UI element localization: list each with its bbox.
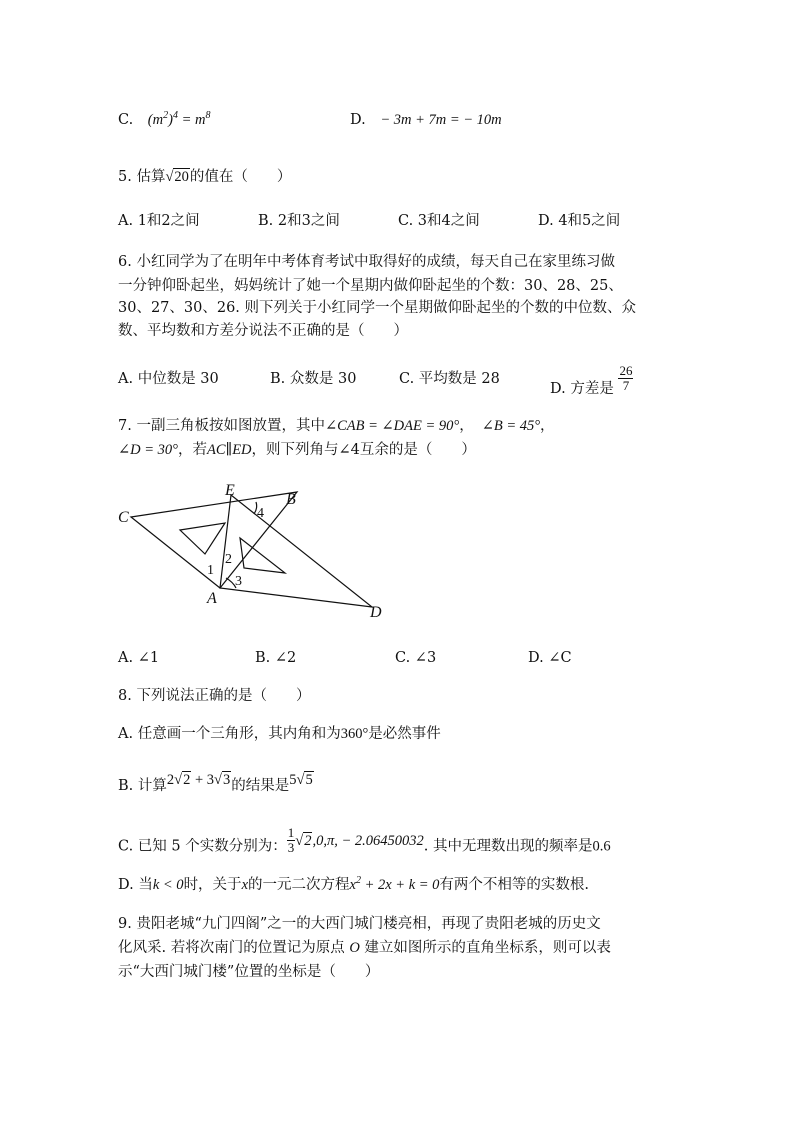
q9-origin: O <box>349 940 360 956</box>
q7-l1-c: ， <box>540 418 555 434</box>
q4-d-expr: − 3m + 7m = − 10m <box>380 112 502 128</box>
q6-line-4: 数、平均数和方差分说法不正确的是（ ） <box>118 323 408 339</box>
q8-b-m2: 5 <box>289 772 297 788</box>
q7-l1-a: 7. 一副三角板按如图放置，其中 <box>118 418 325 434</box>
q7-label-c: C <box>118 509 129 526</box>
q8-c-r1: 2 <box>304 832 312 849</box>
q5-option-d[interactable]: D. 4和5之间 <box>538 213 621 229</box>
q9-line-2-tail: 建立如图所示的直角坐标系，则可以表 <box>364 940 611 956</box>
q7-line-2 <box>118 440 476 460</box>
q5-option-c[interactable]: C. 3和4之间 <box>398 213 480 229</box>
q8-c-fden: 3 <box>287 840 295 855</box>
q7-l1-math2: ∠B = 45° <box>481 418 541 434</box>
q7-label-a: A <box>207 590 217 607</box>
q7-l2-b: ，则下列角与∠4互余的是（ ） <box>251 442 476 458</box>
q8-d-var: x <box>241 877 248 893</box>
q4-c-base: (m <box>147 112 164 128</box>
q6-option-b[interactable]: B. 众数是 30 <box>270 371 357 387</box>
q5-suffix: 的值在（ ） <box>189 169 292 185</box>
q9-line-1: 9. 贵阳老城“九门四阁”之一的大西门城门楼亮相，再现了贵阳老城的历史文 <box>118 916 601 932</box>
q9-line-3: 示“大西门城门楼”位置的坐标是（ ） <box>118 964 380 980</box>
q8-b-r3: 5 <box>305 772 313 788</box>
q5-stem <box>118 167 291 187</box>
q8-c-fnum: 1 <box>287 825 295 840</box>
q9-line-2-head: 化风采. 若将次南门的位置记为原点 <box>118 940 345 956</box>
q8-d-mid: 时，关于 <box>183 877 242 893</box>
q6-option-a[interactable]: A. 中位数是 30 <box>118 371 219 387</box>
q8-option-c[interactable] <box>118 825 611 861</box>
q7-l2-math2: AC∥ED <box>206 442 252 458</box>
q8-a-math: 360° <box>340 726 369 742</box>
q7-line-1 <box>118 416 555 436</box>
q8-d-eq-a: x <box>349 877 356 893</box>
q4-c-exp-outer: 4 <box>172 110 178 121</box>
q4-c-exp-inner: 2 <box>163 110 169 121</box>
q8-c-fraction <box>287 826 296 855</box>
q7-l1-math: ∠CAB = ∠DAE = 90° <box>324 418 460 434</box>
q7-label-d: D <box>370 604 382 621</box>
q8-b-plus: + 3 <box>191 772 215 788</box>
q8-b-pre: B. 计算 <box>118 778 167 794</box>
q5-prefix: 5. 估算 <box>118 169 166 185</box>
q8-d-cond: k < 0 <box>152 877 184 893</box>
q5-option-a[interactable]: A. 1和2之间 <box>118 213 200 229</box>
q7-label-angle-1: 1 <box>207 563 214 578</box>
q8-b-result: 5√5 <box>289 772 313 788</box>
q4-c-eq: = m <box>177 112 206 128</box>
q6-option-d[interactable] <box>550 363 633 397</box>
q4-option-d[interactable] <box>350 110 502 130</box>
q8-d-mid2: 的一元二次方程 <box>248 877 350 893</box>
q8-d-post: 有两个不相等的实数根. <box>439 877 590 893</box>
q7-option-d[interactable]: D. ∠C <box>528 650 572 666</box>
q6-d-text: D. 方差是 <box>550 380 614 397</box>
q8-c-val: 0.6 <box>592 838 611 855</box>
q8-stem: 8. 下列说法正确的是（ ） <box>118 688 311 704</box>
q6-d-frac-num: 26 <box>619 363 633 378</box>
q7-l1-b: ， <box>459 418 474 434</box>
q5-radicand: 20 <box>174 169 189 185</box>
q7-second-triangle <box>220 495 372 607</box>
q4-c-exp-right: 8 <box>205 110 211 121</box>
q4-option-c[interactable] <box>118 110 210 132</box>
q6-d-frac-den: 7 <box>622 378 630 393</box>
q7-label-e: E <box>225 482 235 499</box>
q5-option-b[interactable]: B. 2和3之间 <box>258 213 340 229</box>
q8-c-pre: C. 已知 5 个实数分别为： <box>118 838 287 855</box>
q6-line-2: 一分钟仰卧起坐，妈妈统计了她一个星期内做仰卧起坐的个数：30、28、25、 <box>118 278 623 294</box>
q7-option-c[interactable]: C. ∠3 <box>395 650 437 666</box>
q8-option-b[interactable] <box>118 772 314 796</box>
q9-line-2 <box>118 938 611 958</box>
q8-b-m1: 2 <box>166 772 175 788</box>
q7-triangle-figure <box>110 478 400 628</box>
q8-option-d[interactable] <box>118 875 589 897</box>
q7-label-angle-2: 2 <box>225 552 232 567</box>
q8-a-pre: A. 任意画一个三角形，其内角和为 <box>118 726 341 742</box>
q7-option-a[interactable]: A. ∠1 <box>118 650 160 666</box>
q8-b-r2: 3 <box>223 772 231 788</box>
q7-l2-math: ∠D = 30° <box>118 442 178 458</box>
q8-option-a[interactable] <box>118 724 441 744</box>
q7-label-angle-4: 4 <box>257 506 264 521</box>
q6-d-fraction <box>618 364 633 393</box>
q8-b-r1: 2 <box>183 772 191 788</box>
q8-b-post: 的结果是 <box>231 778 290 794</box>
q7-l2-a: ，若 <box>177 442 207 458</box>
q4-c-close: ) <box>168 112 173 128</box>
q8-c-post: . 其中无理数出现的频率是 <box>423 838 593 855</box>
q7-option-b[interactable]: B. ∠2 <box>255 650 297 666</box>
q7-inner-triangle-hole <box>180 523 225 554</box>
q7-label-b: B <box>286 491 296 508</box>
q6-option-c[interactable]: C. 平均数是 28 <box>399 371 500 387</box>
q8-d-eq-exp: 2 <box>355 875 361 886</box>
q6-line-1: 6. 小红同学为了在明年中考体育考试中取得好的成绩，每天自己在家里练习做 <box>118 254 615 270</box>
q8-a-post: 是必然事件 <box>368 726 441 742</box>
q5-sqrt: √20 <box>165 169 189 185</box>
q4-d-label: D. <box>350 112 366 128</box>
q8-d-pre: D. 当 <box>118 877 153 893</box>
q8-d-eq-b: + 2x + k = 0 <box>360 877 440 893</box>
q8-c-list: √2,0,π, − 2.06450032 <box>295 832 424 849</box>
q4-c-label: C. <box>118 112 134 128</box>
q8-d-equation <box>350 877 440 893</box>
q8-b-expr: 2√2 + 3√3 <box>166 772 231 788</box>
q8-c-rest: ,0,π, − 2.06450032 <box>312 832 424 849</box>
q7-label-angle-3: 3 <box>235 574 242 589</box>
q6-line-3: 30、27、30、26. 则下列关于小红同学一个星期做仰卧起坐的个数的中位数、众 <box>118 300 637 316</box>
